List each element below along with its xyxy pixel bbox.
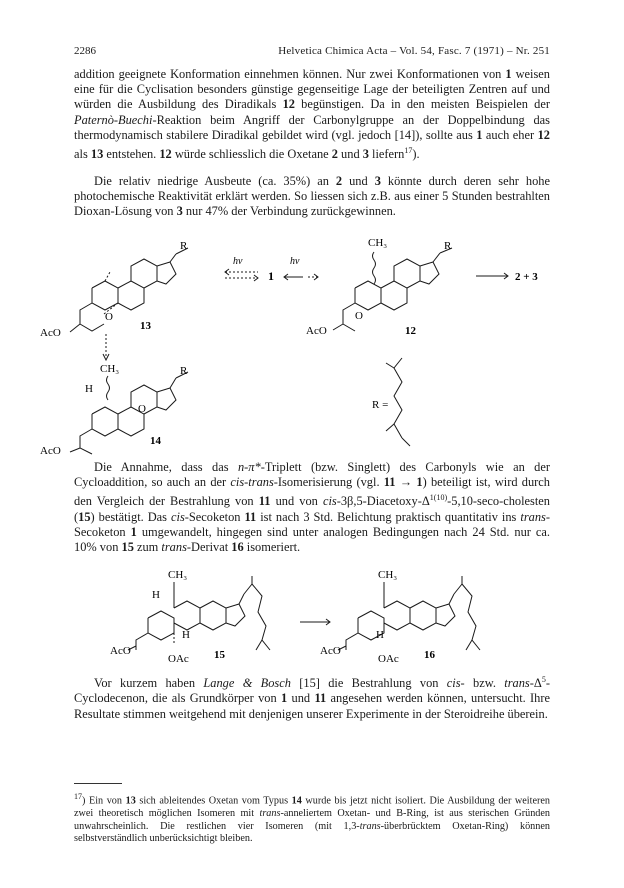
compound-number-14: 14 [150, 435, 161, 447]
r-label-14: R [180, 365, 188, 377]
reaction-scheme-1 [0, 226, 624, 456]
compound-number-15: 15 [214, 649, 225, 661]
aco-label-13: AcO [40, 327, 61, 339]
oac-label-15: OAc [168, 653, 189, 665]
page-number: 2286 [74, 45, 96, 57]
ch3-label-15: CH₃ [168, 569, 188, 581]
reaction-scheme-2 [0, 566, 624, 666]
paragraph-4: Vor kurzem haben Lange & Bosch [15] die Bestrahlung von cis- bzw. trans-$\Delta^5$-Cyclodecenon, die als Grundkörper von 1 und 11 angesehen werden können, untersucht. Ihre Resultate stimmen weitgehend mit denjenigen unserer Experimente in der Steroidreihe überein. [74, 675, 551, 721]
paragraph-1: addition geeignete Konformation einnehmen können. Nur zwei Konformationen von 1 weisen eine für die Cyclisation besonders günstige gegenseitige Lage der beteiligten Zentren auf und würden die Ausbildung des Diradikals 12 begünstigen. Da in den meisten Beispielen der Paternò-Buechi-Reaktion beim Angriff der Carbonylgruppe an der Doppelbindung das thermodynamisch stabilere Diradikal gebildet wird (vgl. jedoch [14]), sollte aus 1 auch eher 12 als 13 entstehen. 12 würde schliesslich die Oxetane 2 und 3 liefern$^{17}$). [74, 67, 550, 162]
structure-15 [110, 569, 270, 665]
structure-13 [40, 240, 188, 339]
compound-number-13: 13 [140, 320, 151, 332]
journal-header: Helvetica Chimica Acta – Vol. 54, Fasc. 7 (1971) – Nr. 251 [278, 45, 550, 57]
ch3-label-14: CH₃ [100, 363, 120, 375]
products-label: 2 + 3 [515, 271, 538, 283]
hv-label-right: hν [290, 256, 300, 267]
oxygen-label-12: O [355, 310, 363, 322]
paragraph-2: Die relativ niedrige Ausbeute (ca. 35%) an 2 und 3 könnte durch deren sehr hohe photochemische Reaktivität erklärt werden. So liessen sich z.B. aus einer 5 Stunden bestrahlten Dioxan-Lösung von 3 nur 47% der Verbindung zurückgewinnen. [74, 174, 551, 219]
oxygen-label-13: O [105, 311, 113, 323]
h-label-15: H [152, 589, 160, 601]
structure-14 [40, 363, 188, 457]
ch3-label-16: CH₃ [378, 569, 398, 581]
ch3-label-12: CH₃ [368, 237, 388, 249]
r-label-12: R [444, 240, 452, 252]
photochemical-arrows [225, 256, 318, 283]
compound-number-1: 1 [268, 269, 274, 283]
r-label-13: R [180, 240, 188, 252]
compound-number-16: 16 [424, 649, 435, 661]
footnote-rule [74, 783, 122, 784]
oac-label-16: OAc [378, 653, 399, 665]
aco-label-15: AcO [110, 645, 131, 657]
r-definition-label: R = [372, 399, 389, 411]
hv-label-left: hν [233, 256, 243, 267]
oxygen-label-14: O [138, 403, 146, 415]
arrow-to-products [476, 271, 538, 283]
h-label-16: H [376, 629, 384, 641]
aco-label-12: AcO [306, 325, 327, 337]
h-label-15b: H [182, 629, 190, 641]
h-label-14: H [85, 383, 93, 395]
compound-number-12: 12 [405, 325, 416, 337]
r-side-chain-definition [372, 358, 410, 446]
paragraph-3: Die Annahme, dass das n-π*-Triplett (bzw. Singlett) des Carbonyls wie an der Cycloaddition, so auch an der cis-trans-Isomerisierung (vgl. 11 → 1) beteiligt ist, wird durch den Vergleich der Bestrahlung von 11 und von cis-$3\beta,5-Diacetoxy-\Delta^{1(10)}-5,10-\sec o$-cholesten (15) bestätigt. Das cis-Secoketon 11 ist nach 3 Std. Belichtung praktisch quantitativ ins trans-Secoketon 1 umgewandelt, hingegen sind unter analogen Bedingungen nach 24 Std. nur ca. 10% von 15 zum trans-Derivat 16 isomeriert. [74, 460, 550, 555]
aco-label-16: AcO [320, 645, 341, 657]
structure-16 [320, 569, 480, 665]
footnote-17: $^{17}$) Ein von 13 sich ableitendes Oxetan vom Typus 14 wurde bis jetzt nicht isoliert. Die Ausbildung der weiteren zwei theoretisch möglichen Isomeren mit trans-anneliertem Oxetan- und B-Ring, ist aus sterischen Gründen unwahrscheinlich. Die restlichen vier Isomeren (mit 1,3-trans-überbrücktem Oxetan-Ring) können selbstverständlich unberücksichtigt bleiben. [74, 792, 551, 845]
aco-label-14: AcO [40, 445, 61, 457]
structure-12 [306, 237, 452, 337]
